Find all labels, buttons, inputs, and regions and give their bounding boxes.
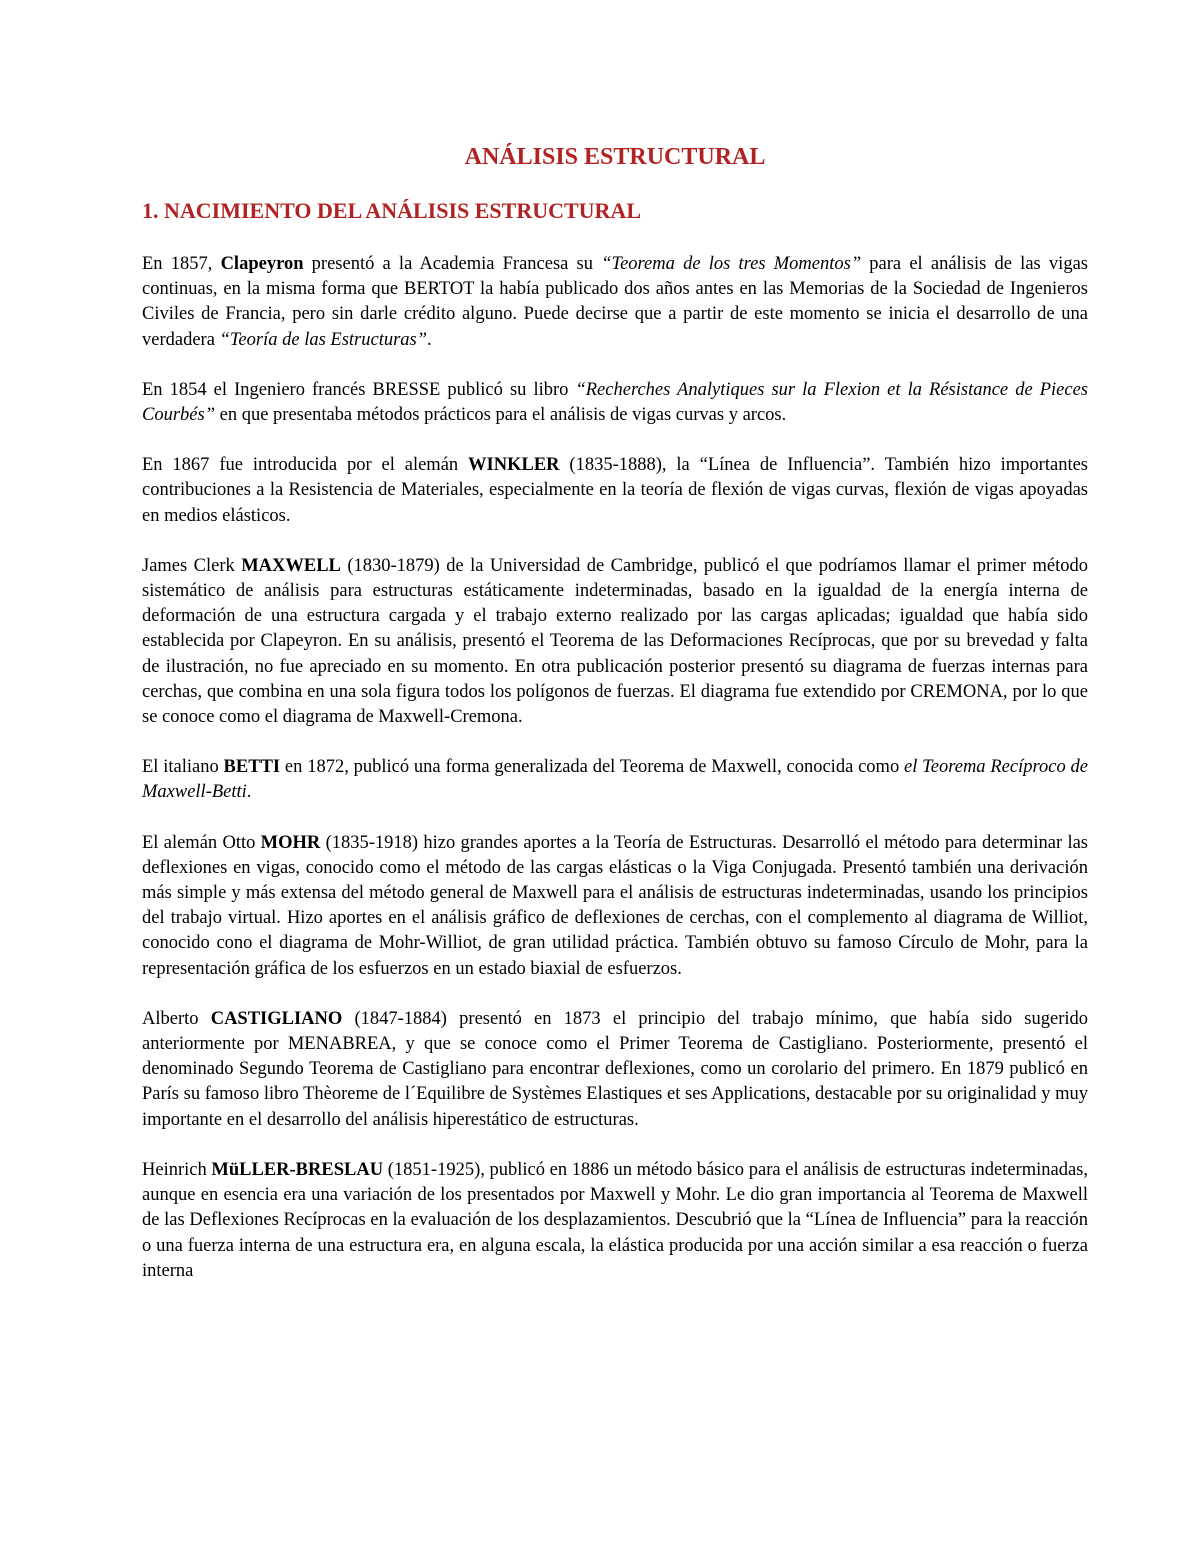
text-run: presentó a la Academia Francesa su [303, 254, 602, 274]
name-clapeyron: Clapeyron [220, 254, 304, 274]
paragraph-castigliano [142, 1007, 1088, 1133]
name-maxwell: MAXWELL [241, 555, 341, 576]
text-run: El italiano [142, 757, 224, 778]
text-run: (1830-1879) de la Universidad de Cambridge, publicó el que podríamos llamar el primer método sistemático de análisis para estructuras estáticamente indeterminadas, basado en la igualdad de la energía interna de deformación de una estructura cargada y el trabajo externo realizado por las cargas aplicadas; igualdad que había sido establecida por Clapeyron. En su análisis, presentó el Teorema de las Deformaciones Recíprocas, que por su brevedad y falta de ilustración, no fue apreciado en su momento. En otra publicación posterior presentó su diagrama de fuerzas internas para cerchas, que combina en una sola figura todos los polígonos de fuerzas. El diagrama fue extendido por CREMONA, por lo que se conoce como el diagrama de Maxwell-Cremona. [142, 555, 1088, 728]
paragraph-maxwell [142, 554, 1088, 730]
text-run: En 1867 fue introducida por el alemán [142, 455, 469, 476]
text-run: . [427, 329, 432, 350]
section-heading: 1. NACIMIENTO DEL ANÁLISIS ESTRUCTURAL [142, 198, 641, 223]
text-run: En 1857, [142, 254, 221, 274]
paragraph-winkler [142, 453, 1088, 529]
document-page [142, 138, 1088, 1309]
name-castigliano: CASTIGLIANO [210, 1008, 343, 1029]
document-title: ANÁLISIS ESTRUCTURAL [464, 144, 766, 170]
text-run: (1847-1884) presentó en 1873 el principio del trabajo mínimo, que había sido sugerido anteriormente por MENABREA, y que se conoce como el Primer Teorema de Castigliano. Posteriormente, presentó el denominado Segundo Teorema de Castigliano para encontrar deflexiones, como un corolario del primero. En 1879 publicó en París su famoso libro Thèoreme de l´Equilibre de Systèmes Elastiques et ses Applications, destacable por su originalidad y muy importante en el desarrollo del análisis hiperestático de estructuras. [142, 1008, 1088, 1130]
text-run: El alemán Otto [142, 832, 261, 853]
title-italic: “Teorema de los tres Momentos” [601, 254, 862, 274]
text-run: en que presentaba métodos prácticos para el análisis de vigas curvas y arcos. [215, 405, 787, 426]
name-muller-breslau: MüLLER-BRESLAU [211, 1159, 384, 1180]
title-italic: “Teoría de las Estructuras” [219, 329, 428, 350]
text-run: (1851-1925), publicó en 1886 un método básico para el análisis de estructuras indeterminadas, aunque en esencia era una variación de los presentados por Maxwell y Mohr. Le dio gran importancia al Teorema de Maxwell de las Deflexiones Recíprocas en la evaluación de los desplazamientos. Descubrió que la “Línea de Influencia” para la reacción o una fuerza interna de una estructura era, en alguna escala, la elástica producida por una acción similar a esa reacción o fuerza interna [142, 1159, 1088, 1281]
text-run: Alberto [142, 1008, 211, 1029]
text-run: en 1872, publicó una forma generalizada del Teorema de Maxwell, conocida como [280, 757, 904, 778]
paragraph-mohr [142, 831, 1088, 982]
paragraph-clapeyron [142, 252, 1088, 353]
text-run: para el análisis de las vigas continuas, en la misma forma que BERTOT la había publicado dos años antes en las Memorias de la Sociedad de Ingenieros Civiles de Francia, pero sin darle crédito alguno. Puede decirse que a partir de este momento se inicia el desarrollo de una verdadera [142, 254, 1088, 350]
title-italic: “Recherches Analytiques sur la Flexion et la Résistance de Pieces Courbés” [142, 379, 1088, 426]
paragraph-bresse [142, 378, 1088, 428]
text-run: . [246, 782, 252, 803]
text-run: Heinrich [142, 1159, 212, 1180]
paragraph-muller-breslau [142, 1158, 1088, 1284]
paragraph-betti [142, 755, 1088, 805]
text-run: (1835-1918) hizo grandes aportes a la Teoría de Estructuras. Desarrolló el método para determinar las deflexiones en vigas, conocido como el método de las cargas elásticas o la Viga Conjugada. Presentó también una derivación más simple y más extensa del método general de Maxwell para el análisis de estructuras indeterminadas, usando los principios del trabajo virtual. Hizo aportes en el análisis gráfico de deflexiones de cerchas, con el complemento al diagrama de Williot, conocido cono el diagrama de Mohr-Williot, de gran utilidad práctica. También obtuvo su famoso Círculo de Mohr, para la representación gráfica de los esfuerzos en un estado biaxial de esfuerzos. [142, 832, 1088, 979]
name-winkler: WINKLER [468, 455, 560, 476]
text-run: En 1854 el Ingeniero francés BRESSE publicó su libro [142, 379, 576, 400]
text-run: James Clerk [142, 555, 242, 576]
title-italic: el Teorema Recíproco de Maxwell-Betti [142, 757, 1088, 803]
name-mohr: MOHR [260, 832, 321, 853]
name-betti: BETTI [223, 757, 281, 778]
text-run: (1835-1888), la “Línea de Influencia”. También hizo importantes contribuciones a la Resistencia de Materiales, especialmente en la teoría de flexión de vigas curvas, flexión de vigas apoyadas en medios elásticos. [142, 455, 1088, 526]
